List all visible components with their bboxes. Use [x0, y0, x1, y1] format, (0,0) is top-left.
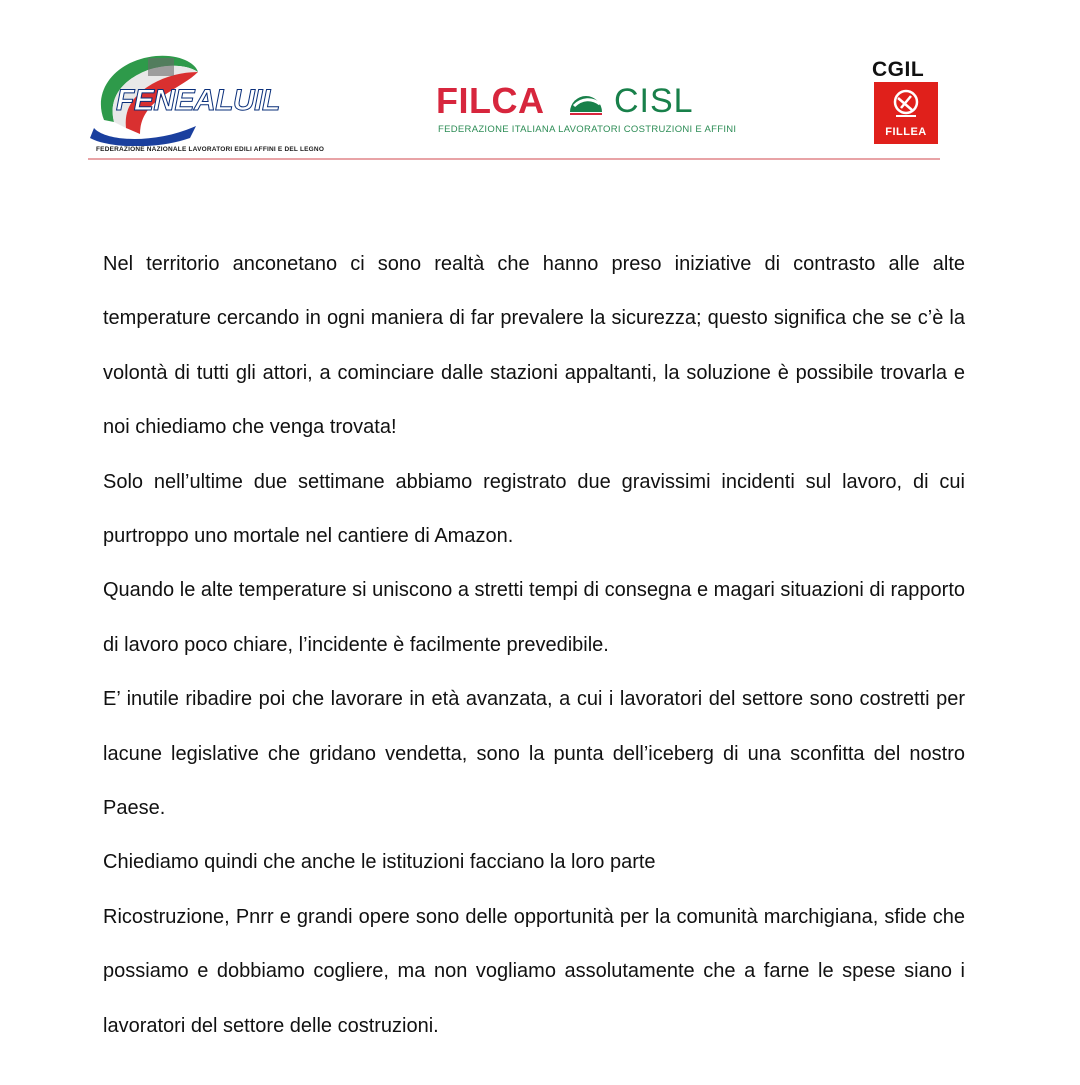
cgil-emblem-icon [892, 88, 920, 122]
fillea-label: FILLEA [885, 126, 927, 138]
cgil-fillea-logo [870, 58, 940, 148]
letterhead [0, 0, 1080, 170]
press-release-body [103, 237, 965, 1053]
header-divider [88, 158, 940, 160]
fenealuil-wordmark: FENEALUIL [116, 84, 280, 117]
paragraph: Nel territorio anconetano ci sono realtà che hanno preso iniziative di contrasto alle alte temperature cercando in ogni maniera di far prevalere la sicurezza; questo significa che se c’è la volontà di tutti gli attori, a cominciare dalle stazioni appaltanti, la soluzione è possibile trovarla e noi chiediamo che venga trovata! [103, 253, 965, 439]
fillea-badge [874, 82, 938, 144]
paragraph: Solo nell’ultime due settimane abbiamo registrato due gravissimi incidenti sul lavoro, di cui purtroppo uno mortale nel cantiere di Amazon. [103, 470, 965, 548]
paragraph: Ricostruzione, Pnrr e grandi opere sono delle opportunità per la comunità marchigiana, sfide che possiamo e dobbiamo cogliere, ma non vogliamo assolutamente che a farne le spese siano i lavoratori del settore delle costruzioni. [103, 905, 965, 1037]
fenealuil-logo [86, 50, 325, 158]
filca-subtitle: FEDERAZIONE ITALIANA LAVORATORI COSTRUZIONI E AFFINI [438, 124, 737, 135]
cisl-emblem-icon [566, 86, 606, 116]
filca-wordmark: FILCA [436, 80, 545, 121]
paragraph: Quando le alte temperature si uniscono a stretti tempi di consegna e magari situazioni di rapporto di lavoro poco chiare, l’incidente è facilmente prevedibile. [103, 579, 965, 656]
filca-cisl-logo [436, 80, 737, 142]
paragraph: E’ inutile ribadire poi che lavorare in età avanzata, a cui i lavoratori del settore sono costretti per lacune legislative che gridano vendetta, sono la punta dell’iceberg di una sconfitta del nostro Paese. [103, 688, 965, 820]
cgil-wordmark: CGIL [872, 58, 925, 81]
cisl-wordmark: CISL [614, 82, 694, 120]
fenealuil-subtitle: FEDERAZIONE NAZIONALE LAVORATORI EDILI AFFINI E DEL LEGNO [96, 146, 325, 153]
paragraph: Chiediamo quindi che anche le istituzioni facciano la loro parte [103, 851, 656, 874]
